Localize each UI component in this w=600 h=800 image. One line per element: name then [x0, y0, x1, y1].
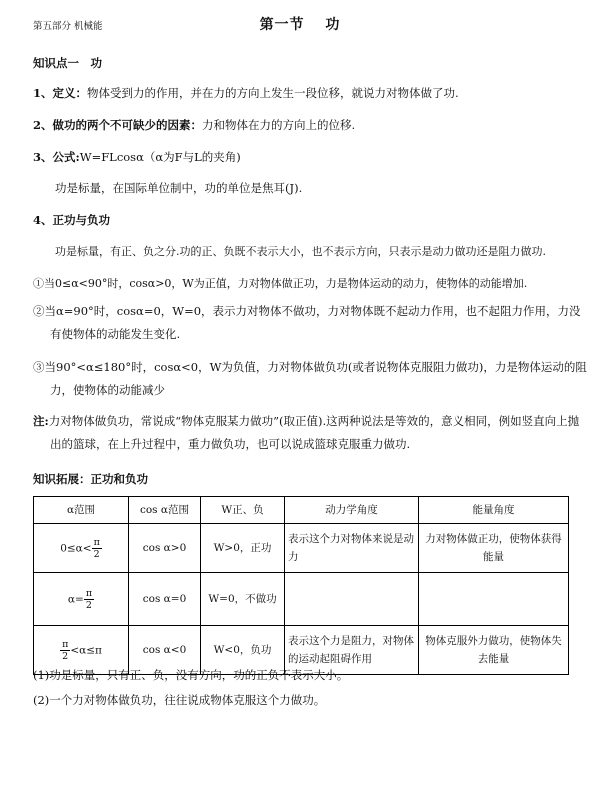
cos-range-cell: cos α<0	[129, 626, 201, 675]
footnote-1: (1)功是标量，只有正、负，没有方向，功的正负不表示大小。	[33, 668, 349, 682]
posneg-heading: 4、正功与负功	[33, 213, 111, 227]
work-sign-cell: W>0，正功	[201, 524, 285, 573]
factors-line	[33, 118, 573, 133]
kp1-heading: 知识点一 功	[33, 56, 102, 70]
angle-range-cell: $\frac{\pi}{2}$ <α≤π	[34, 626, 129, 675]
dynamics-cell: 表示这个力对物体来说是动力	[285, 524, 419, 573]
note-block	[33, 410, 590, 456]
dynamics-cell: 表示这个力是阻力，对物体的运动起阻碍作用	[285, 626, 419, 675]
work-sign-cell: W<0，负功	[201, 626, 285, 675]
footnote-2: (2)一个力对物体做负功，往往说成物体克服这个力做功。	[33, 693, 326, 707]
case3-text: ③当90°<α≤180°时，cosα<0，W为负值，力对物体做负功(或者说物体克服阻力做功)，力是物体运动的阻力，使物体的动能减少	[33, 360, 587, 397]
table-header-cell: cos α范围	[129, 497, 201, 524]
table-header-cell: 能量角度	[419, 497, 569, 524]
table-header-cell: 动力学角度	[285, 497, 419, 524]
definition-text: 物体受到力的作用，并在力的方向上发生一段位移，就说力对物体做了功.	[87, 86, 459, 100]
section-label: 第五部分 机械能	[33, 21, 103, 32]
table-row	[34, 524, 569, 573]
work-sign-table	[33, 496, 569, 675]
angle-range-cell: 0≤α< $\frac{\pi}{2}$	[34, 524, 129, 573]
note-text: 力对物体做负功，常说成“物体克服某力做功”(取正值).这两种说法是等效的，意义相同，例如竖直向上抛出的篮球，在上升过程中，重力做负功，也可以说成篮球克服重力做功.	[48, 414, 580, 451]
formula-label: 3、公式:	[33, 150, 80, 164]
definition-label: 1、定义：	[33, 86, 88, 100]
energy-cell: 物体克服外力做功，使物体失去能量	[419, 626, 569, 675]
table-header-row	[34, 497, 569, 524]
factors-text: 力和物体在力的方向上的位移.	[202, 118, 356, 132]
pi-over-two-fraction: $\frac{\pi}{2}$	[62, 638, 69, 662]
work-sign-cell: W=0，不做功	[201, 573, 285, 626]
case1-text: ①当0≤α<90°时，cosα>0，W为正值，力对物体做正功，力是物体运动的动力，使物体的动能增加.	[33, 277, 528, 290]
factors-label: 2、做功的两个不可缺少的因素：	[33, 118, 202, 132]
definition-line	[33, 86, 573, 101]
energy-cell	[419, 573, 569, 626]
posneg-intro: 功是标量，有正、负之分.功的正、负既不表示大小，也不表示方向，只表示是动力做功还是阻力做功.	[55, 245, 546, 258]
scalar-note: 功是标量，在国际单位制中，功的单位是焦耳(J).	[55, 181, 303, 195]
pi-over-two-fraction: $\frac{\pi}{2}$	[93, 536, 100, 560]
energy-cell: 力对物体做正功，使物体获得能量	[419, 524, 569, 573]
cos-range-cell: cos α>0	[129, 524, 201, 573]
table-header-cell: α范围	[34, 497, 129, 524]
cos-range-cell: cos α=0	[129, 573, 201, 626]
dynamics-cell	[285, 573, 419, 626]
table-header-cell: W正、负	[201, 497, 285, 524]
formula-text: W=FLcosα（α为F与L的夹角)	[79, 150, 241, 164]
pi-over-two-fraction: $\frac{\pi}{2}$	[85, 587, 93, 611]
case2-text: ②当α=90°时，cosα=0，W=0，表示力对物体不做功，力对物体既不起动力作用，也不起阻力作用，力没有使物体的动能发生变化.	[33, 304, 581, 341]
note-label: 注:	[33, 414, 49, 428]
page-title: 第一节 功	[259, 17, 341, 33]
formula-line	[33, 150, 573, 165]
extension-heading: 知识拓展：正功和负功	[33, 472, 148, 486]
angle-range-cell: α= $\frac{\pi}{2}$	[34, 573, 129, 626]
table-row	[34, 573, 569, 626]
